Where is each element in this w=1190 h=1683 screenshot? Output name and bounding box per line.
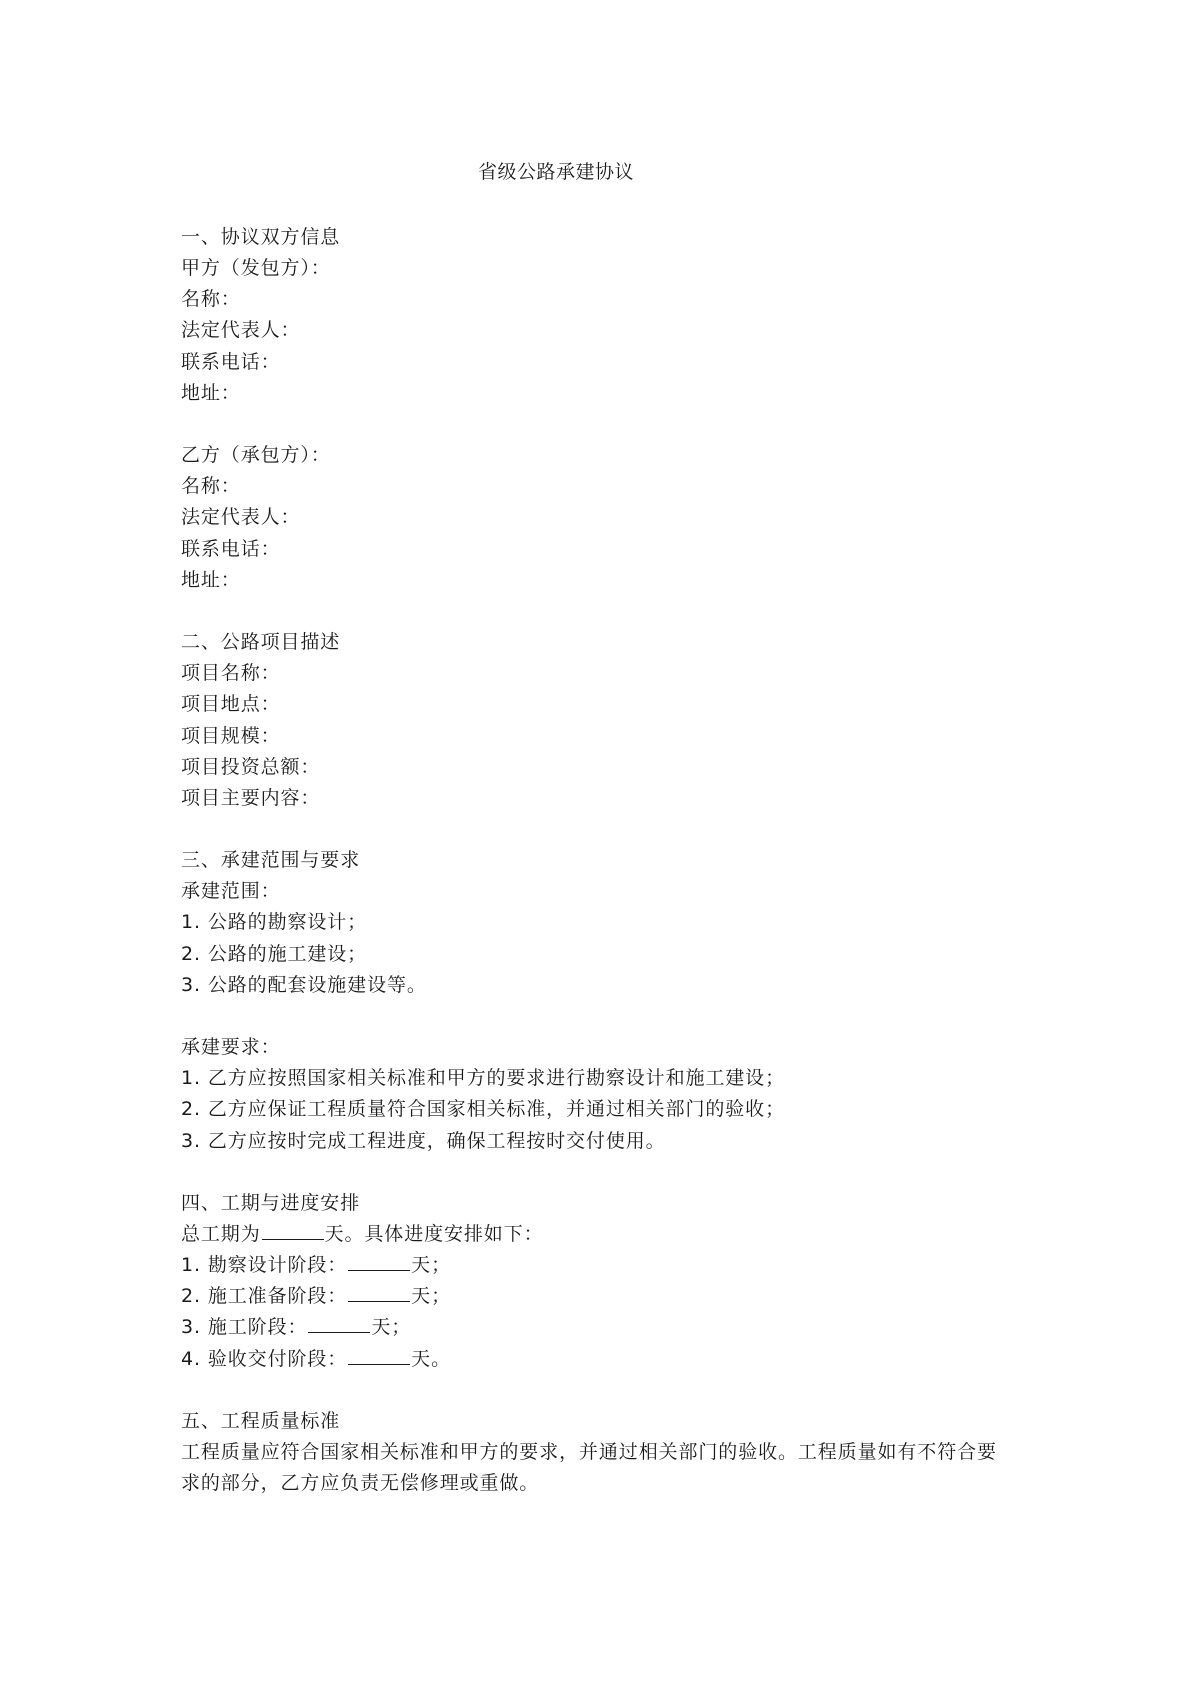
- phase-label: 1. 勘察设计阶段：: [181, 1254, 348, 1277]
- phase-line: [181, 1344, 1021, 1375]
- party-a-label: 甲方（发包方）：: [181, 257, 331, 280]
- requirement-item: 2. 乙方应保证工程质量符合国家相关标准，并通过相关部门的验收；: [181, 1098, 785, 1121]
- phase-days-blank[interactable]: [348, 1252, 410, 1271]
- party-a-legal-rep-field: 法定代表人：: [181, 319, 301, 342]
- phase-days-blank[interactable]: [348, 1346, 410, 1365]
- scope-item: 3. 公路的配套设施建设等。: [181, 973, 427, 996]
- phase-unit: 天；: [411, 1254, 451, 1277]
- project-location-field: 项目地点：: [181, 693, 281, 716]
- document-body: [181, 222, 1021, 1499]
- party-a-name-field: 名称：: [181, 288, 241, 311]
- party-b-label: 乙方（承包方）：: [181, 444, 331, 467]
- section-1-heading: 一、协议双方信息: [181, 226, 341, 248]
- spacer: [181, 596, 1021, 627]
- total-duration-suffix: 天。具体进度安排如下：: [324, 1223, 544, 1245]
- spacer: [181, 1157, 1021, 1188]
- project-name-field: 项目名称：: [181, 662, 281, 685]
- scope-item: 1. 公路的勘察设计；: [181, 911, 368, 934]
- requirement-item: 1. 乙方应按照国家相关标准和甲方的要求进行勘察设计和施工建设；: [181, 1067, 785, 1090]
- total-duration-line: [181, 1219, 1021, 1250]
- spacer: [181, 1375, 1021, 1406]
- phase-label: 3. 施工阶段：: [181, 1316, 308, 1339]
- quality-paragraph: 工程质量应符合国家相关标准和甲方的要求，并通过相关部门的验收。工程质量如有不符合要求的部分，乙方应负责无偿修理或重做。: [181, 1441, 997, 1495]
- section-5-heading: 五、工程质量标准: [181, 1409, 341, 1432]
- party-b-phone-field: 联系电话：: [181, 537, 281, 560]
- phase-line: [181, 1312, 1021, 1343]
- spacer: [181, 814, 1021, 845]
- party-a-phone-field: 联系电话：: [181, 350, 281, 373]
- section-4-heading: 四、工期与进度安排: [181, 1191, 361, 1214]
- party-a-address-field: 地址：: [181, 381, 241, 404]
- requirements-label: 承建要求：: [181, 1036, 281, 1059]
- section-2-heading: 二、公路项目描述: [181, 631, 341, 654]
- party-b-address-field: 地址：: [181, 568, 241, 591]
- document-title: 省级公路承建协议: [477, 161, 634, 183]
- phase-days-blank[interactable]: [348, 1283, 410, 1302]
- party-b-legal-rep-field: 法定代表人：: [181, 506, 301, 529]
- total-duration-blank[interactable]: [262, 1221, 324, 1240]
- spacer: [181, 409, 1021, 440]
- phase-unit: 天；: [371, 1316, 412, 1339]
- phase-unit: 天；: [411, 1285, 451, 1308]
- phase-label: 4. 验收交付阶段：: [181, 1347, 348, 1370]
- project-content-field: 项目主要内容：: [181, 786, 321, 809]
- phase-label: 2. 施工准备阶段：: [181, 1285, 348, 1308]
- phase-unit: 天。: [411, 1347, 451, 1370]
- project-investment-field: 项目投资总额：: [181, 755, 321, 778]
- scope-item: 2. 公路的施工建设；: [181, 942, 368, 965]
- party-b-name-field: 名称：: [181, 475, 241, 498]
- total-duration-prefix: 总工期为: [181, 1223, 261, 1245]
- scope-label: 承建范围：: [181, 880, 281, 903]
- spacer: [181, 1001, 1021, 1032]
- phase-line: [181, 1250, 1021, 1281]
- section-3-heading: 三、承建范围与要求: [181, 849, 361, 872]
- project-scale-field: 项目规模：: [181, 724, 281, 747]
- phase-line: [181, 1281, 1021, 1312]
- phase-days-blank[interactable]: [308, 1314, 370, 1333]
- requirement-item: 3. 乙方应按时完成工程进度，确保工程按时交付使用。: [181, 1129, 666, 1152]
